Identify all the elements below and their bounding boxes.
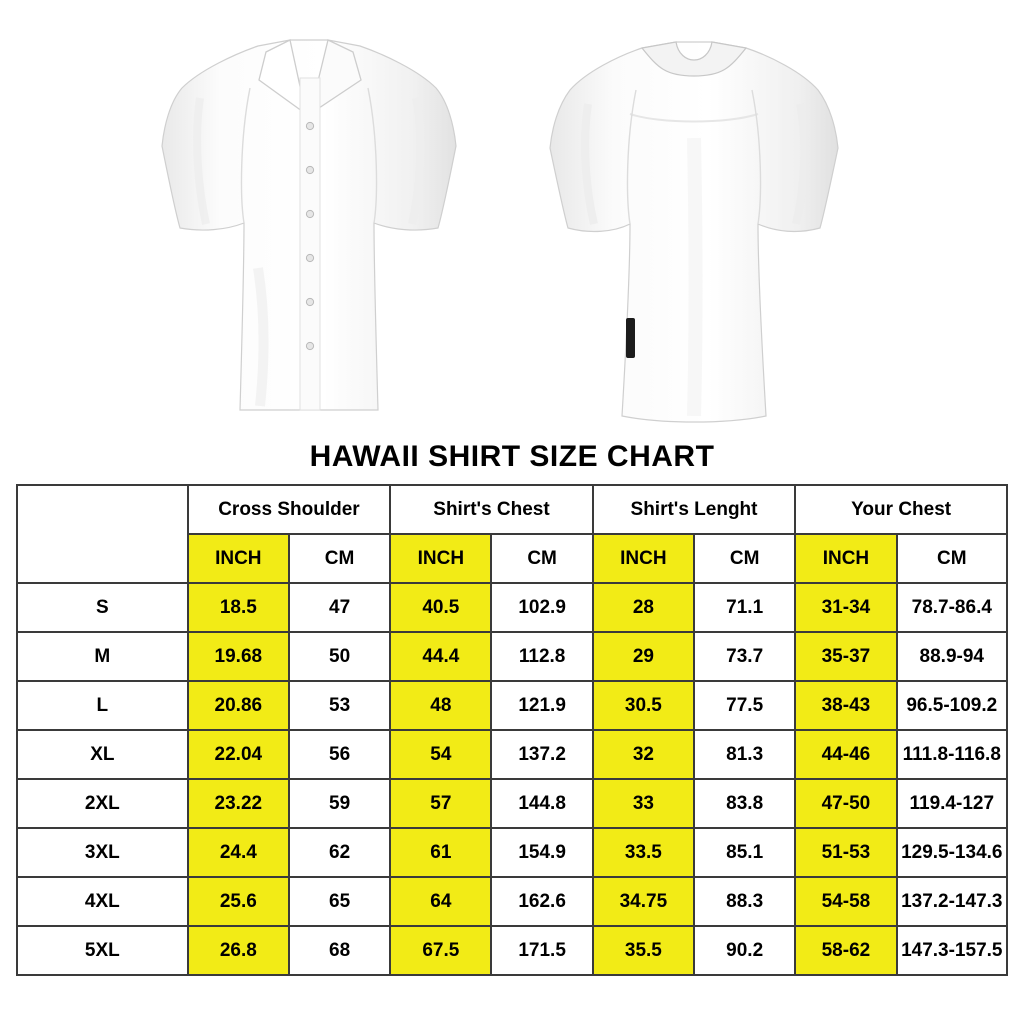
group-header-shirts-lenght: Shirt's Lenght — [593, 485, 796, 534]
cell-shirts-lenght-inch: 30.5 — [593, 681, 694, 730]
row-size-label: L — [17, 681, 188, 730]
cell-cross-shoulder-inch: 23.22 — [188, 779, 289, 828]
shirt-front-view — [140, 18, 480, 428]
cell-shirts-lenght-cm: 71.1 — [694, 583, 795, 632]
cell-shirts-chest-cm: 121.9 — [491, 681, 592, 730]
cell-shirts-chest-inch: 48 — [390, 681, 491, 730]
unit-header-shirts-chest-cm: CM — [491, 534, 592, 583]
unit-header-your-chest-cm: CM — [897, 534, 1007, 583]
cell-your-chest-cm: 129.5-134.6 — [897, 828, 1007, 877]
row-size-label: S — [17, 583, 188, 632]
cell-your-chest-inch: 58-62 — [795, 926, 896, 975]
cell-your-chest-cm: 96.5-109.2 — [897, 681, 1007, 730]
cell-shirts-lenght-inch: 29 — [593, 632, 694, 681]
row-size-label: 4XL — [17, 877, 188, 926]
size-chart-table — [16, 484, 1008, 976]
cell-shirts-lenght-inch: 33.5 — [593, 828, 694, 877]
table-group-header-row — [17, 485, 1007, 534]
cell-cross-shoulder-cm: 62 — [289, 828, 390, 877]
cell-your-chest-inch: 38-43 — [795, 681, 896, 730]
row-size-label: 5XL — [17, 926, 188, 975]
row-size-label: XL — [17, 730, 188, 779]
unit-header-cross-shoulder-inch: INCH — [188, 534, 289, 583]
cell-shirts-chest-cm: 102.9 — [491, 583, 592, 632]
cell-your-chest-cm: 111.8-116.8 — [897, 730, 1007, 779]
cell-your-chest-inch: 54-58 — [795, 877, 896, 926]
cell-shirts-lenght-inch: 33 — [593, 779, 694, 828]
cell-your-chest-inch: 51-53 — [795, 828, 896, 877]
cell-shirts-chest-inch: 54 — [390, 730, 491, 779]
cell-cross-shoulder-cm: 50 — [289, 632, 390, 681]
cell-shirts-lenght-cm: 85.1 — [694, 828, 795, 877]
unit-header-shirts-chest-inch: INCH — [390, 534, 491, 583]
cell-your-chest-inch: 47-50 — [795, 779, 896, 828]
cell-cross-shoulder-cm: 65 — [289, 877, 390, 926]
cell-your-chest-cm: 119.4-127 — [897, 779, 1007, 828]
table-row — [17, 828, 1007, 877]
cell-shirts-chest-inch: 44.4 — [390, 632, 491, 681]
cell-shirts-lenght-inch: 28 — [593, 583, 694, 632]
cell-shirts-chest-cm: 154.9 — [491, 828, 592, 877]
cell-shirts-lenght-cm: 90.2 — [694, 926, 795, 975]
cell-cross-shoulder-cm: 47 — [289, 583, 390, 632]
group-header-cross-shoulder: Cross Shoulder — [188, 485, 391, 534]
cell-shirts-chest-cm: 112.8 — [491, 632, 592, 681]
cell-shirts-chest-inch: 67.5 — [390, 926, 491, 975]
cell-your-chest-inch: 31-34 — [795, 583, 896, 632]
cell-cross-shoulder-inch: 20.86 — [188, 681, 289, 730]
group-header-your-chest: Your Chest — [795, 485, 1007, 534]
cell-your-chest-inch: 44-46 — [795, 730, 896, 779]
cell-shirts-chest-inch: 57 — [390, 779, 491, 828]
shirt-illustrations — [0, 0, 1024, 440]
cell-your-chest-cm: 137.2-147.3 — [897, 877, 1007, 926]
cell-shirts-chest-cm: 144.8 — [491, 779, 592, 828]
cell-cross-shoulder-inch: 24.4 — [188, 828, 289, 877]
unit-header-cross-shoulder-cm: CM — [289, 534, 390, 583]
cell-your-chest-cm: 88.9-94 — [897, 632, 1007, 681]
table-corner-cell — [17, 485, 188, 583]
cell-shirts-lenght-cm: 88.3 — [694, 877, 795, 926]
size-chart-table-wrap — [0, 484, 1024, 976]
cell-cross-shoulder-cm: 59 — [289, 779, 390, 828]
cell-cross-shoulder-inch: 19.68 — [188, 632, 289, 681]
cell-shirts-lenght-inch: 34.75 — [593, 877, 694, 926]
cell-cross-shoulder-inch: 25.6 — [188, 877, 289, 926]
cell-cross-shoulder-cm: 68 — [289, 926, 390, 975]
row-size-label: 2XL — [17, 779, 188, 828]
table-row — [17, 779, 1007, 828]
row-size-label: M — [17, 632, 188, 681]
table-row — [17, 730, 1007, 779]
cell-shirts-chest-inch: 40.5 — [390, 583, 491, 632]
table-row — [17, 877, 1007, 926]
cell-shirts-chest-inch: 64 — [390, 877, 491, 926]
cell-shirts-chest-cm: 171.5 — [491, 926, 592, 975]
cell-shirts-lenght-cm: 83.8 — [694, 779, 795, 828]
cell-cross-shoulder-inch: 18.5 — [188, 583, 289, 632]
cell-your-chest-inch: 35-37 — [795, 632, 896, 681]
shirt-back-view — [530, 18, 860, 428]
cell-shirts-lenght-inch: 35.5 — [593, 926, 694, 975]
page-title: HAWAII SHIRT SIZE CHART — [309, 440, 715, 473]
cell-cross-shoulder-inch: 22.04 — [188, 730, 289, 779]
cell-your-chest-cm: 147.3-157.5 — [897, 926, 1007, 975]
table-row — [17, 926, 1007, 975]
cell-your-chest-cm: 78.7-86.4 — [897, 583, 1007, 632]
cell-cross-shoulder-inch: 26.8 — [188, 926, 289, 975]
size-chart-body — [17, 583, 1007, 975]
row-size-label: 3XL — [17, 828, 188, 877]
table-row — [17, 632, 1007, 681]
cell-shirts-chest-cm: 162.6 — [491, 877, 592, 926]
table-row — [17, 583, 1007, 632]
unit-header-your-chest-inch: INCH — [795, 534, 896, 583]
unit-header-shirts-lenght-cm: CM — [694, 534, 795, 583]
cell-shirts-lenght-cm: 73.7 — [694, 632, 795, 681]
cell-cross-shoulder-cm: 56 — [289, 730, 390, 779]
cell-shirts-lenght-cm: 81.3 — [694, 730, 795, 779]
cell-shirts-lenght-inch: 32 — [593, 730, 694, 779]
group-header-shirts-chest: Shirt's Chest — [390, 485, 593, 534]
table-row — [17, 681, 1007, 730]
cell-shirts-lenght-cm: 77.5 — [694, 681, 795, 730]
cell-shirts-chest-cm: 137.2 — [491, 730, 592, 779]
cell-shirts-chest-inch: 61 — [390, 828, 491, 877]
unit-header-shirts-lenght-inch: INCH — [593, 534, 694, 583]
cell-cross-shoulder-cm: 53 — [289, 681, 390, 730]
